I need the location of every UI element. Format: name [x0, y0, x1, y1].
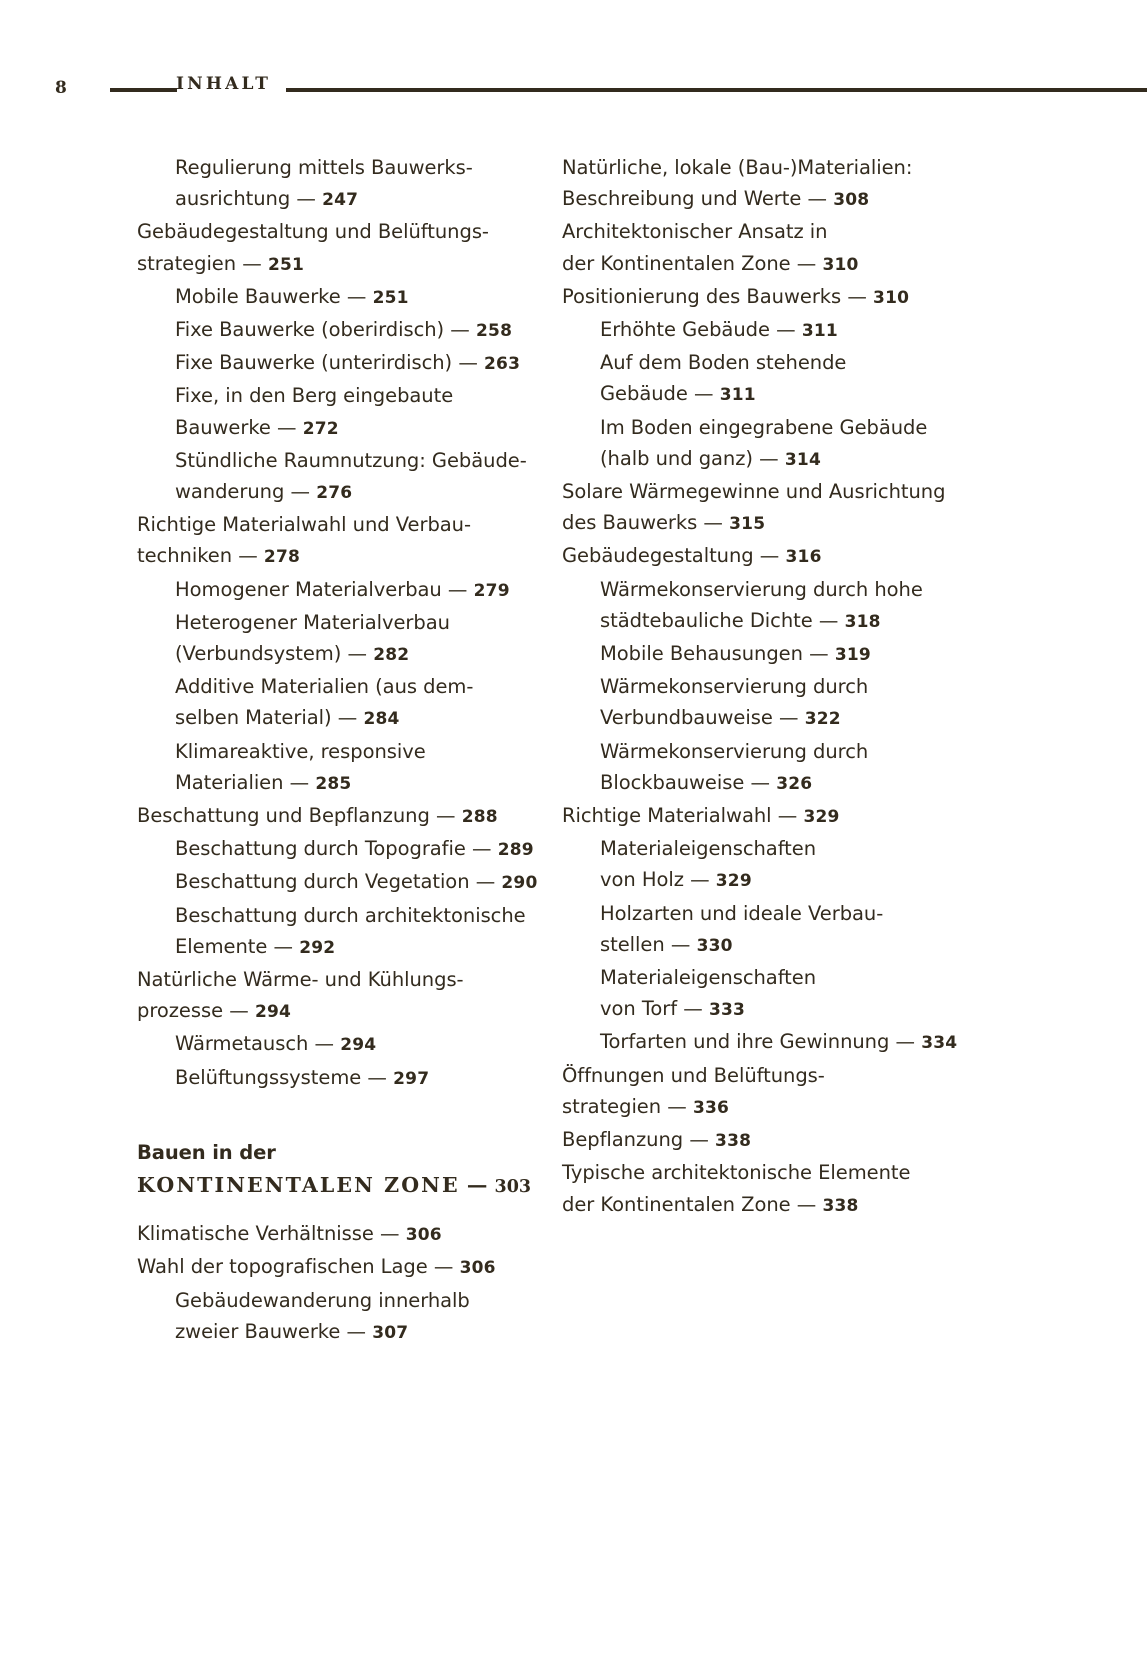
toc-entry-line	[562, 1189, 982, 1222]
toc-entry-line	[137, 216, 537, 247]
toc-entry-line	[562, 507, 982, 540]
toc-entry-page: 338	[822, 1195, 859, 1216]
toc-entry-page: 294	[340, 1035, 377, 1056]
toc-entry-line	[600, 605, 982, 638]
toc-entry-dash: —	[427, 1255, 460, 1279]
toc-entry-dash: —	[752, 446, 785, 470]
toc-entry-line	[600, 929, 982, 962]
toc-entry-page: 251	[372, 287, 409, 308]
toc-entry-line	[562, 281, 982, 314]
toc-column-right	[562, 152, 982, 1222]
toc-entry-line	[562, 1060, 982, 1091]
toc-entry-line	[562, 248, 982, 281]
toc-entry-text: Wärmekonservierung durch	[600, 675, 869, 699]
toc-entry-page: 297	[393, 1068, 430, 1089]
toc-entry-line	[137, 540, 537, 573]
toc-entry-dash: —	[661, 1094, 693, 1118]
toc-entry-text: (Verbundsystem)	[175, 642, 342, 666]
toc-entry-text: Gebäudewanderung innerhalb	[175, 1288, 470, 1312]
toc-entry-text: Klimareaktive, responsive	[175, 739, 426, 763]
toc-entry-dash: —	[802, 642, 835, 666]
toc-entry-text: Materialeigenschaften	[600, 837, 817, 861]
toc-entry-text: Mobile Behausungen	[600, 642, 803, 666]
toc-entry-dash: —	[744, 770, 777, 794]
toc-entry-line	[175, 1316, 537, 1349]
toc-entry-line	[175, 638, 537, 671]
toc-entry-page: 278	[263, 547, 301, 568]
toc-entry-text: Regulierung mittels Bauwerks-	[175, 156, 473, 179]
toc-entry-page: 318	[844, 611, 881, 632]
toc-entry-dash: —	[341, 642, 374, 666]
toc-entry-text: Klimatische Verhältnisse	[137, 1222, 374, 1246]
section-heading-dash: —	[459, 1173, 495, 1198]
toc-entry-text: Öffnungen und Belüftungs-	[562, 1063, 825, 1087]
toc-entry-page: 333	[708, 1000, 746, 1021]
toc-entry-text: Additive Materialien (aus dem-	[175, 675, 474, 699]
toc-entry-text: Gebäude	[600, 382, 688, 406]
toc-entry-line	[562, 540, 982, 573]
toc-entry-text: selben Material)	[175, 706, 332, 730]
toc-entry-line	[175, 314, 537, 347]
toc-entry-page: 279	[473, 580, 510, 601]
toc-entry-line	[600, 378, 982, 411]
toc-entry-page: 322	[804, 709, 841, 730]
toc-entry-line	[175, 152, 537, 183]
toc-entry-line	[175, 183, 537, 216]
toc-entry-line	[600, 864, 982, 897]
toc-entry-page: 263	[484, 354, 521, 375]
toc-entry-text: des Bauwerks	[562, 511, 698, 535]
toc-entry-line	[600, 702, 982, 735]
toc-entry-text: der Kontinentalen Zone	[562, 251, 791, 275]
toc-entry-line	[562, 800, 982, 833]
toc-entry-page: 316	[785, 547, 822, 568]
toc-entry-line	[175, 574, 537, 607]
toc-entry-dash: —	[340, 284, 373, 308]
toc-entry-line	[175, 380, 537, 411]
toc-entry-line	[175, 476, 537, 509]
toc-entry-text: Verbundbauweise	[600, 706, 773, 730]
toc-entry-page: 319	[834, 645, 871, 666]
toc-entry-page: 330	[696, 935, 733, 956]
toc-entry-text: Torfarten und ihre Gewinnung	[600, 1030, 890, 1054]
toc-entry-text: Homogener Materialverbau	[175, 577, 442, 601]
toc-entry-line	[562, 152, 982, 183]
toc-entry-dash: —	[441, 577, 474, 601]
toc-entry-dash: —	[373, 1222, 406, 1246]
toc-entry-page: 258	[476, 321, 513, 342]
toc-entry-line	[600, 574, 982, 605]
toc-entry-text: strategien	[562, 1094, 662, 1118]
toc-entry-page: 326	[776, 773, 813, 794]
toc-entry-line	[600, 1026, 982, 1059]
section-heading-small: Bauen in der	[137, 1140, 276, 1164]
page-number: 8	[55, 78, 68, 98]
toc-entry-text: Elemente	[175, 934, 268, 958]
toc-entry-text: Beschreibung und Werte	[562, 187, 802, 211]
running-head-title: INHALT	[176, 74, 272, 94]
toc-entry-text: Im Boden eingegrabene Gebäude	[600, 415, 928, 439]
toc-entry-page: 294	[254, 1002, 292, 1023]
toc-entry-page: 329	[803, 807, 840, 828]
toc-entry-text: Belüftungssysteme	[175, 1065, 362, 1089]
toc-entry-dash: —	[308, 1032, 341, 1056]
toc-entry-text: Solare Wärmegewinne und Ausrichtung	[562, 480, 946, 504]
toc-entry-page: 310	[873, 287, 910, 308]
toc-entry-page: 282	[373, 645, 410, 666]
toc-entry-dash: —	[452, 351, 485, 375]
toc-entry-dash: —	[340, 1319, 373, 1343]
toc-entry-page: 288	[461, 807, 498, 828]
toc-entry-line	[137, 995, 537, 1028]
toc-entry-page: 306	[405, 1225, 442, 1246]
toc-entry-text: prozesse	[137, 999, 224, 1023]
toc-entry-page: 308	[833, 190, 870, 211]
toc-entry-line	[175, 702, 537, 735]
toc-entry-line	[175, 866, 537, 899]
toc-entry-page: 284	[363, 709, 400, 730]
toc-entry-text: Natürliche Wärme- und Kühlungs-	[137, 968, 464, 992]
long-rule	[286, 88, 1147, 92]
toc-entry-line	[600, 767, 982, 800]
toc-entry-line	[600, 443, 982, 476]
toc-entry-line	[137, 248, 537, 281]
toc-entry-line	[175, 767, 537, 800]
toc-entry-dash: —	[664, 932, 697, 956]
toc-entry-dash: —	[331, 706, 364, 730]
toc-entry-text: Typische architektonische Elemente	[562, 1161, 911, 1185]
toc-entry-line	[600, 736, 982, 767]
toc-entry-text: Materialien	[175, 770, 284, 794]
toc-entry-text: Holzarten und ideale Verbau-	[600, 901, 884, 925]
toc-entry-page: 272	[302, 418, 339, 439]
toc-entry-page: 311	[801, 321, 838, 342]
toc-entry-line	[175, 931, 537, 964]
toc-entry-text: Beschattung durch architektonische	[175, 903, 526, 927]
toc-entry-text: techniken	[137, 544, 233, 568]
toc-entry-text: von Torf	[600, 997, 678, 1021]
running-head	[0, 72, 1147, 106]
toc-entry-page: 306	[459, 1258, 496, 1279]
toc-entry-page: 285	[315, 773, 352, 794]
toc-entry-text: Materialeigenschaften	[600, 966, 817, 990]
toc-entry-text: Positionierung des Bauwerks	[562, 284, 842, 308]
toc-entry-line	[600, 898, 982, 929]
toc-entry-line	[175, 833, 537, 866]
toc-entry-text: Wärmetausch	[175, 1032, 309, 1056]
toc-entry-dash: —	[290, 187, 323, 211]
toc-entry-line	[175, 412, 537, 445]
toc-entry-text: Stündliche Raumnutzung: Gebäude-	[175, 448, 527, 472]
toc-entry-text: Bauwerke	[175, 415, 271, 439]
toc-entry-line	[562, 1157, 982, 1188]
toc-entry-line	[137, 800, 537, 833]
toc-entry-text: Wärmekonservierung durch	[600, 739, 869, 763]
toc-entry-dash: —	[769, 318, 802, 342]
toc-entry-line	[600, 638, 982, 671]
toc-entry-line	[175, 1062, 537, 1095]
toc-entry-page: 329	[715, 871, 752, 892]
toc-entry-text: Gebäudegestaltung	[562, 544, 754, 568]
toc-entry-text: Gebäudegestaltung und Belüftungs-	[137, 220, 489, 244]
toc-entry-line	[175, 445, 537, 476]
toc-entry-text: Natürliche, lokale (Bau-)Materialien:	[562, 156, 913, 179]
toc-entry-line	[175, 1028, 537, 1061]
toc-entry-text: Architektonischer Ansatz in	[562, 220, 828, 244]
toc-entry-line	[562, 1124, 982, 1157]
toc-entry-dash: —	[790, 251, 823, 275]
toc-entry-page: 276	[316, 483, 353, 504]
toc-entry-page: 289	[497, 840, 534, 861]
toc-entry-dash: —	[841, 284, 874, 308]
toc-entry-page: 336	[692, 1097, 730, 1118]
toc-entry-line	[175, 736, 537, 767]
toc-entry-page: 292	[299, 937, 336, 958]
toc-entry-text: der Kontinentalen Zone	[562, 1192, 791, 1216]
toc-entry-dash: —	[223, 999, 255, 1023]
toc-entry-text: Bepflanzung	[562, 1128, 684, 1152]
section-heading	[137, 1137, 537, 1204]
toc-entry-text: Wärmekonservierung durch hohe	[600, 577, 923, 601]
section-heading-title: KONTINENTALEN ZONE	[137, 1173, 460, 1198]
toc-entry-text: Fixe Bauwerke (unterirdisch)	[175, 351, 453, 375]
toc-entries-left-after-heading	[137, 1218, 537, 1349]
short-rule	[110, 88, 177, 92]
toc-entry-text: Richtige Materialwahl und Verbau-	[137, 513, 471, 537]
toc-entry-text: (halb und ganz)	[600, 446, 753, 470]
toc-entry-dash: —	[790, 1192, 823, 1216]
toc-entries-right	[562, 152, 982, 1222]
toc-entry-page: 247	[322, 190, 359, 211]
toc-entry-page: 307	[372, 1322, 409, 1343]
toc-entry-text: Wahl der topografischen Lage	[137, 1255, 428, 1279]
toc-entry-dash: —	[284, 480, 317, 504]
toc-entry-line	[600, 993, 982, 1026]
toc-entry-line	[562, 1091, 982, 1124]
toc-entry-page: 251	[267, 254, 305, 275]
toc-entry-text: wanderung	[175, 480, 285, 504]
toc-entry-text: ausrichtung	[175, 187, 291, 211]
toc-entry-page: 315	[729, 514, 766, 535]
toc-entry-text: Fixe, in den Berg eingebaute	[175, 384, 454, 408]
toc-entry-dash: —	[236, 251, 268, 275]
toc-entry-dash: —	[270, 415, 303, 439]
toc-entry-page: 334	[921, 1033, 958, 1054]
toc-entry-dash: —	[444, 318, 477, 342]
toc-entries-left	[137, 152, 537, 1095]
toc-entry-dash: —	[753, 544, 786, 568]
toc-entry-dash: —	[683, 868, 716, 892]
toc-entry-text: Beschattung durch Topografie	[175, 837, 466, 861]
toc-entry-page: 290	[501, 873, 538, 894]
toc-entry-dash: —	[812, 608, 845, 632]
toc-entry-line	[137, 1251, 537, 1284]
toc-entry-line	[137, 1218, 537, 1251]
toc-entry-dash: —	[465, 837, 498, 861]
toc-entry-page: 314	[784, 449, 821, 470]
toc-column-left	[137, 152, 537, 1349]
toc-entry-text: Blockbauweise	[600, 770, 745, 794]
toc-entry-text: Beschattung durch Vegetation	[175, 870, 470, 894]
toc-entry-line	[175, 1285, 537, 1316]
toc-entry-line	[600, 347, 982, 378]
toc-entry-dash: —	[283, 770, 316, 794]
toc-entry-line	[175, 607, 537, 638]
toc-entry-line	[175, 347, 537, 380]
toc-entry-dash: —	[801, 187, 834, 211]
toc-entry-text: strategien	[137, 251, 237, 275]
toc-entry-line	[137, 964, 537, 995]
section-heading-main	[137, 1168, 537, 1204]
toc-entry-dash: —	[697, 511, 730, 535]
toc-entry-text: Heterogener Materialverbau	[175, 610, 450, 634]
toc-entry-text: Beschattung und Bepflanzung	[137, 804, 430, 828]
toc-entry-line	[562, 476, 982, 507]
toc-entry-text: Auf dem Boden stehende	[600, 351, 847, 375]
toc-entry-page: 338	[715, 1131, 752, 1152]
toc-entry-line	[600, 314, 982, 347]
toc-entry-text: von Holz	[600, 868, 684, 892]
toc-entry-line	[600, 671, 982, 702]
toc-entry-line	[562, 216, 982, 247]
toc-entry-dash: —	[232, 544, 264, 568]
toc-entry-line	[600, 833, 982, 864]
toc-entry-dash: —	[683, 1128, 716, 1152]
toc-entry-dash: —	[889, 1030, 922, 1054]
toc-entry-text: Fixe Bauwerke (oberirdisch)	[175, 318, 445, 342]
toc-entry-line	[137, 509, 537, 540]
toc-entry-line	[600, 412, 982, 443]
toc-entry-page: 310	[822, 254, 859, 275]
toc-entry-text: städtebauliche Dichte	[600, 608, 813, 632]
section-heading-page: 303	[494, 1177, 532, 1198]
toc-entry-dash: —	[361, 1065, 394, 1089]
toc-entry-text: Richtige Materialwahl	[562, 804, 772, 828]
toc-entry-dash: —	[771, 804, 804, 828]
toc-entry-dash: —	[772, 706, 805, 730]
toc-entry-dash: —	[469, 870, 502, 894]
toc-entry-line	[562, 183, 982, 216]
toc-entry-dash: —	[267, 934, 300, 958]
toc-entry-line	[175, 900, 537, 931]
toc-entry-dash: —	[677, 997, 709, 1021]
toc-entry-text: Erhöhte Gebäude	[600, 318, 770, 342]
toc-entry-text: zweier Bauwerke	[175, 1319, 341, 1343]
toc-entry-dash: —	[687, 382, 720, 406]
toc-entry-text: Mobile Bauwerke	[175, 284, 341, 308]
toc-entry-dash: —	[429, 804, 462, 828]
toc-entry-line	[175, 671, 537, 702]
toc-entry-text: stellen	[600, 932, 665, 956]
toc-entry-page: 311	[719, 385, 756, 406]
toc-entry-line	[175, 281, 537, 314]
toc-entry-line	[600, 962, 982, 993]
